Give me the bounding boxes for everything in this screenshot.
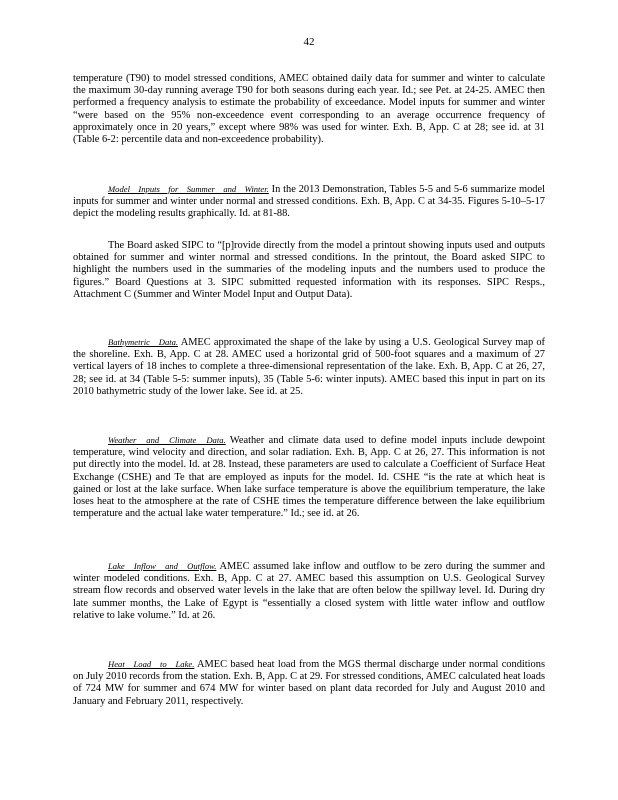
- section-heading: Heat Load to Lake.: [108, 659, 195, 669]
- paragraph-heat-load: [73, 658, 545, 708]
- paragraph-board-questions: [73, 240, 545, 301]
- page-number: 42: [303, 36, 315, 48]
- paragraph-lake-inflow-outflow: [73, 560, 545, 622]
- section-heading: Lake Inflow and Outflow.: [108, 561, 217, 571]
- paragraph-text: The Board asked SIPC to “[p]rovide directly from the model a printout showing inputs used and outputs obtained for summer and winter normal and stressed conditions. In the printout, the Board asked SIPC to highlight the numbers used in the summaries of the modeling inputs and the numbers used to produce the figures.” Board Questions at 3. SIPC submitted requested information with its responses. SIPC Resps., Attachment C (Summer and Winter Model Input and Output Data).: [73, 240, 545, 300]
- section-heading: Weather and Climate Data.: [108, 435, 226, 445]
- paragraph-text: AMEC assumed lake inflow and outflow to be zero during the summer and winter modeled conditions. Exh. B, App. C at 27. AMEC based this assumption on U.S. Geological Survey stream flow records and observed water levels in the lake that are often below the spillway level. Id. During dry late summer months, the Lake of Egypt is “essentially a closed system with little water inflow and outflow relative to lake volume.” Id. at 26.: [73, 561, 545, 621]
- paragraph-bathymetric-data: [73, 336, 545, 398]
- paragraph-text: temperature (T90) to model stressed conditions, AMEC obtained daily data for summer and winter to calculate the maximum 30-day running average T90 for both seasons during each year. Id.; see Pet. at 24-25. AMEC then performed a frequency analysis to estimate the probability of exceedance. Model inputs for summer and winter “were based on the 95% non-exceedence event corresponding to an average occurrence frequency of approximately once in 20 years,” except where 98% was used for winter. Exh. B, App. C at 28; see id. at 31 (Table 6-2: percentile data and non-exceedence probability).: [73, 73, 545, 146]
- paragraph-text: AMEC approximated the shape of the lake by using a U.S. Geological Survey map of the shoreline. Exh. B, App. C at 28. AMEC used a horizontal grid of 500-foot squares and a maximum of 27 vertical layers of 18 inches to complete a three-dimensional representation of the lake. Exh. B, App. C at 26, 27, 28; see id. at 34 (Table 5-5: summer inputs), 35 (Table 5-6: winter inputs). AMEC based this input in part on its 2010 bathymetric study of the lower lake. See id. at 25.: [73, 337, 545, 397]
- paragraph-text: In the 2013 Demonstration, Tables 5-5 and 5-6 summarize model inputs for summer and winter under normal and stressed conditions. Exh. B, App. C at 34-35. Figures 5-10–5-17 depict the modeling results graphically. Id. at 81-88.: [73, 184, 545, 220]
- paragraph-t90-continuation: [73, 73, 545, 146]
- section-heading: Model Inputs for Summer and Winter.: [108, 184, 269, 194]
- paragraph-weather-climate-data: [73, 434, 545, 520]
- section-heading: Bathymetric Data.: [108, 337, 179, 347]
- paragraph-model-inputs: [73, 183, 545, 221]
- paragraph-text: AMEC based heat load from the MGS thermal discharge under normal conditions on July 2010 records from the station. Exh. B, App. C at 29. For stressed conditions, AMEC calculated heat loads of 724 MW for summer and 674 MW for winter based on plant data recorded for July and August 2010 and January and February 2011, respectively.: [73, 659, 545, 707]
- paragraph-text: Weather and climate data used to define model inputs include dewpoint temperature, wind velocity and direction, and solar radiation. Exh. B, App. C at 26, 27. This information is not put directly into the model. Id. at 28. Instead, these parameters are used to calculate a Coefficient of Surface Heat Exchange (CSHE) and Te that are employed as inputs for the model. Id. CSHE “is the rate at which heat is gained or lost at the lake surface. When lake surface temperature is above the equilibrium temperature, the lake loses heat to the atmosphere at the rate of CSHE times the temperature difference between the lake equilibrium temperature and the actual lake water temperature.” Id.; see id. at 26.: [73, 435, 546, 520]
